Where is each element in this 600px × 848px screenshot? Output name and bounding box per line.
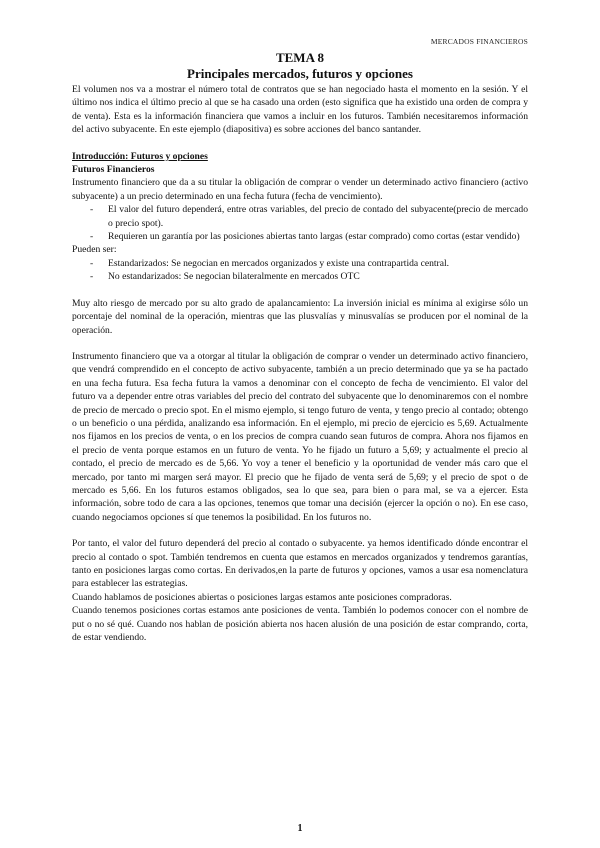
bullet-list-types	[72, 257, 528, 284]
section-heading: Introducción: Futuros y opciones	[72, 150, 208, 162]
list-item-text: No estandarizados: Se negocian bilateralmente en mercados OTC	[108, 271, 360, 283]
list-item-text: Requieren un garantía por las posiciones abiertas tanto largas (estar comprado) como cortas (estar vendido)	[108, 231, 520, 243]
list-item	[72, 230, 528, 243]
page-title: TEMA 8	[275, 50, 325, 65]
list-item	[72, 257, 528, 270]
bullet-dash: -	[90, 271, 94, 283]
list-item	[72, 270, 528, 283]
page-subtitle: Principales mercados, futuros y opciones	[187, 66, 413, 81]
page-body	[72, 50, 528, 644]
instrument-paragraph: Instrumento financiero que va a otorgar al titular la obligación de comprar o vender un determinado activo financiero, que vendrá comprendido en el concepto de activo subyacente, también a un precio determinado que ya se ha pactado en una fecha futura. Esa fecha futura la vamos a denominar con el concepto de fecha de vencimiento. El valor del futuro va a depender entre otras variables del precio del contrato del subyacente que lo denominaremos con el nombre de precio de mercado o precio spot. En el mismo ejemplo, si tengo futuro de venta, y tengo precio al contado; obtengo o un beneficio o una pérdida, analizando esa información. En el ejemplo, mi precio de ejercicio es 5,69. Actualmente nos fijamos en los precios de venta, o en los precios de compra cuando sean futuros de compra. Ahora nos fijamos en el precio de venta porque estamos en un futuro de venta. Yo he fijado un futuro a 5,69; y actualmente el precio al contado, el precio de mercado es de 5,66. Yo voy a tener el beneficio y la oportunidad de vender más caro que el mercado, por tanto mi margen será mayor. El precio que he fijado de venta será de 5,69; y el precio de spot o de mercado es 5,66. En los futuros estamos obligados, sea lo que sea, para bien o para mal, se va a ejercer. Esta información, sobre todo de cara a las opciones, tenemos que tomar una decisión (ejercer la opción o no). En ese caso, cuando negociamos opciones sí que tenemos la posibilidad. En los futuros no.	[72, 350, 528, 523]
bullet-dash: -	[90, 231, 94, 243]
bullet-list-features	[72, 203, 528, 243]
definition-paragraph: Instrumento financiero que da a su titular la obligación de comprar o vender un determinado activo financiero (activo subyacente) a un precio determinado en una fecha futura (fecha de vencimiento).	[72, 177, 528, 202]
page-number: 1	[297, 823, 303, 834]
pueden-ser-label: Pueden ser:	[72, 244, 117, 256]
list-item-text: El valor del futuro dependerá, entre otras variables, del precio de contado del subyacente(precio de mercado o precio spot).	[108, 204, 528, 229]
running-header: MERCADOS FINANCIEROS	[430, 37, 528, 46]
risk-paragraph: Muy alto riesgo de mercado por su alto grado de apalancamiento: La inversión inicial es mínima al exigirse sólo un porcentaje del nominal de la operación, mientras que las plusvalías y minusvalías se producen por el nominal de la operación.	[72, 297, 528, 336]
conclusion-paragraph: Por tanto, el valor del futuro dependerá del precio al contado o subyacente. ya hemos identificado dónde encontrar el precio al contado o spot. También tendremos en cuenta que estamos en mercados organizados y tendremos garantías, tanto en posiciones largas como cortas. En derivados,en la parte de futuros y opciones, vamos a usar esa nomenclatura para establecer las estrategias.	[72, 538, 528, 590]
bullet-dash: -	[90, 257, 94, 269]
intro-paragraph: El volumen nos va a mostrar el número total de contratos que se han negociado hasta el momento en la sesión. Y el último nos indica el último precio al que se ha casado una orden (esto significa que ha existido una orden de compra y de venta). Esta es la información financiera que vamos a incluir en los futuros. También necesitaremos información del activo subyacente. En este ejemplo (diapositiva) es sobre acciones del banco santander.	[72, 84, 528, 136]
subsection-heading: Futuros Financieros	[72, 164, 155, 176]
list-item	[72, 203, 528, 230]
long-positions-paragraph: Cuando hablamos de posiciones abiertas o posiciones largas estamos ante posiciones compradoras.	[72, 591, 452, 603]
bullet-dash: -	[90, 204, 94, 216]
list-item-text: Estandarizados: Se negocian en mercados organizados y existe una contrapartida central.	[108, 257, 450, 269]
short-positions-paragraph: Cuando tenemos posiciones cortas estamos ante posiciones de venta. También lo podemos conocer con el nombre de put o no sé qué. Cuando nos hablan de posición abierta nos hacen alusión de una posición de estar comprando, corta, de estar vendiendo.	[72, 605, 528, 644]
